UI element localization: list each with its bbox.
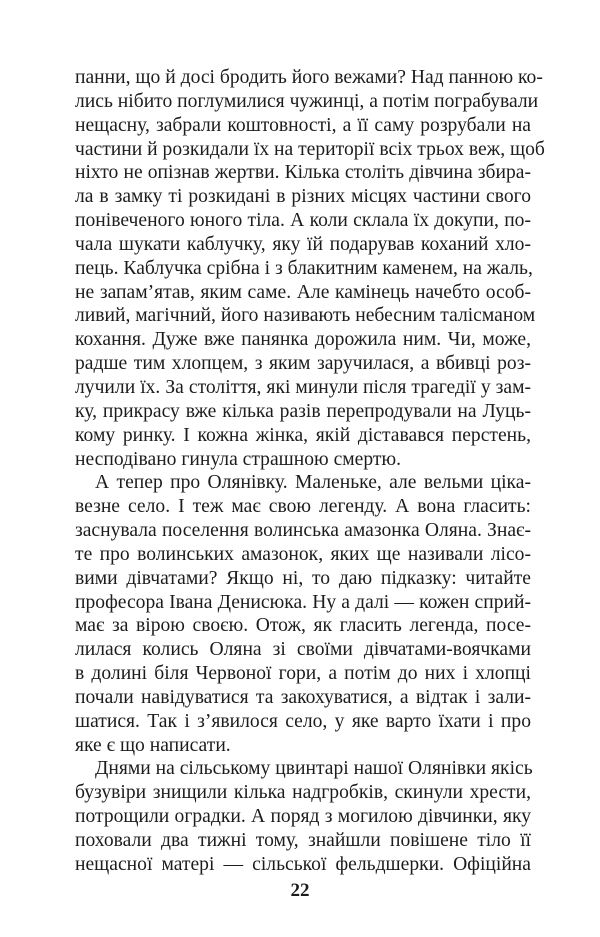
- text-line: не запам’ятав, яким саме. Але камінець начебто особ-: [75, 281, 531, 303]
- text-line: везне село. І теж має свою легенду. А вона гласить:: [75, 496, 531, 518]
- text-line: лилася колись Оляна зі своїми дівчатами-воячками: [75, 639, 531, 661]
- page-number: 22: [290, 880, 310, 901]
- text-line: панни, що й досі бродить його вежами? Над панною ко-: [75, 67, 543, 88]
- text-line: кохання. Дуже вже панянка дорожила ним. Чи, може,: [75, 329, 531, 351]
- text-line: почали навідуватися та закохуватися, а відтак і зали-: [75, 686, 531, 708]
- text-line: А тепер про Олянівку. Маленьке, але вельми ціка-: [95, 472, 531, 494]
- text-line: нещасну, забрали коштовності, а її саму розрубали на: [75, 114, 531, 136]
- text-line: пець. Каблучка срібна і з блакитним каменем, на жаль,: [75, 257, 533, 279]
- text-line: заснувала поселення волинська амазонка Оляна. Знає-: [75, 520, 531, 542]
- body-text: [75, 66, 545, 877]
- text-line: Днями на сільському цвинтарі нашої Олянівки якісь: [95, 758, 533, 780]
- text-line: шатися. Так і з’явилося село, у яке варто їхати і про: [75, 710, 531, 732]
- text-line: ливий, магічний, його називають небесним талісманом: [75, 305, 536, 327]
- text-line: понівеченого юного тіла. А коли склала їх докупи, по-: [75, 210, 531, 232]
- text-line: потрощили оградки. А поряд з могилою дівчинки, яку: [75, 806, 531, 828]
- paragraph: [75, 471, 531, 757]
- text-line: кому ринку. І кожна жінка, якій діставався перстень,: [75, 424, 531, 446]
- text-line: лись нібито поглумилися чужинці, а потім пограбували: [75, 90, 539, 112]
- text-line: поховали два тижні тому, знайшли повішене тіло її: [75, 830, 531, 851]
- text-line: несподівано гинула страшною смертю.: [75, 448, 402, 470]
- text-line: яке є що написати.: [75, 734, 231, 756]
- text-line: чала шукати каблучку, яку їй подарував коханий хло-: [75, 233, 531, 255]
- text-line: ку, прикрасу вже кілька разів перепродували на Луць-: [75, 400, 531, 422]
- text-line: частини й розкидали їх на території всіх трьох веж, щоб: [75, 138, 545, 160]
- text-line: має за вірою своєю. Отож, як гласить легенда, посе-: [75, 615, 531, 637]
- paragraph: [75, 757, 531, 876]
- text-line: ніхто не опізнав жертви. Кілька століть дівчина збира-: [75, 162, 531, 184]
- text-line: в долині біля Червоної гори, а потім до них і хлопці: [75, 663, 531, 685]
- text-line: радше тим хлопцем, з яким заручилася, а вбивці роз-: [75, 353, 531, 375]
- paragraph: [75, 66, 545, 471]
- text-line: ла в замку ті розкидані в різних місцях частини свого: [75, 186, 531, 208]
- text-line: те про волинських амазонок, яких ще називали лісо-: [75, 543, 531, 565]
- text-line: професора Івана Денисюка. Ну а далі — кожен сприй-: [75, 591, 531, 613]
- text-line: вими дівчатами? Якщо ні, то даю підказку: читайте: [75, 567, 531, 589]
- text-line: лучили їх. За століття, які минули після трагедії у зам-: [75, 376, 531, 398]
- text-line: бузувіри знищили кілька надгробків, скинули хрести,: [75, 782, 531, 804]
- text-line: нещасної матері — сільської фельдшерки. Офіційна: [75, 853, 531, 875]
